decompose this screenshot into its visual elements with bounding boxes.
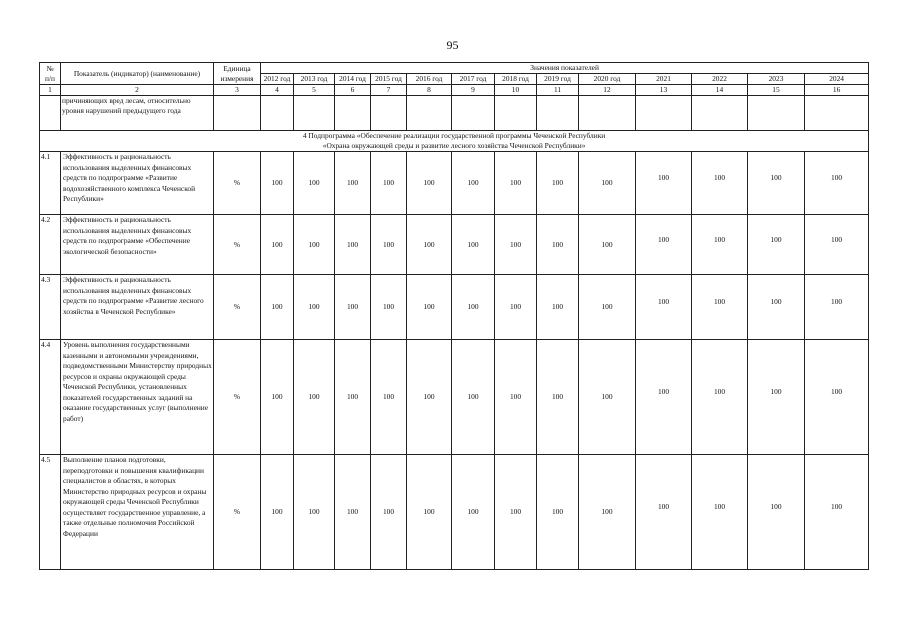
row-value: 100 — [371, 275, 407, 340]
row-value: 100 — [636, 275, 692, 340]
row-indicator-name: Уровень выполнения государственными казенными и автономными учреждениями, подведомственными Министерству природных ресурсов и охраны окружающей среды Чеченской Республики, установленных показателей государственных заданий на оказание государственных услуг (выполнение работ) — [61, 340, 214, 455]
column-number: 3 — [214, 85, 261, 96]
column-number: 15 — [748, 85, 805, 96]
row-value: 100 — [335, 455, 371, 570]
row-value: 100 — [294, 275, 335, 340]
row-value: 100 — [495, 152, 537, 215]
row-value: 100 — [636, 455, 692, 570]
column-number: 4 — [261, 85, 294, 96]
header-year: 2024 — [805, 74, 869, 85]
column-number: 12 — [579, 85, 636, 96]
row-number: 4.5 — [40, 455, 61, 570]
row-value: 100 — [371, 215, 407, 275]
table-cell-empty — [407, 96, 452, 131]
header-year: 2020 год — [579, 74, 636, 85]
table-row — [40, 152, 869, 215]
row-number: 4.3 — [40, 275, 61, 340]
table-cell-empty — [214, 96, 261, 131]
column-number: 5 — [294, 85, 335, 96]
row-unit: % — [214, 340, 261, 455]
header-year: 2018 год — [495, 74, 537, 85]
header-indicator: Показатель (индикатор) (наименование) — [61, 63, 214, 85]
row-number: 4.1 — [40, 152, 61, 215]
column-number: 9 — [452, 85, 495, 96]
row-unit: % — [214, 275, 261, 340]
row-value: 100 — [335, 340, 371, 455]
row-value: 100 — [335, 152, 371, 215]
header-year: 2012 год — [261, 74, 294, 85]
row-value: 100 — [261, 340, 294, 455]
row-value: 100 — [692, 455, 748, 570]
row-value: 100 — [335, 275, 371, 340]
header-year: 2016 год — [407, 74, 452, 85]
row-value: 100 — [579, 275, 636, 340]
row-value: 100 — [335, 215, 371, 275]
table-cell-empty — [261, 96, 294, 131]
row-indicator-name: Эффективность и рациональность использования выделенных финансовых средств по подпрограмме «Развитие водохозяйственного комплекса Чеченской Республики» — [61, 152, 214, 215]
table-cell-empty — [294, 96, 335, 131]
row-value: 100 — [495, 215, 537, 275]
row-value: 100 — [495, 275, 537, 340]
row-value: 100 — [495, 455, 537, 570]
table-cell-empty — [40, 96, 61, 131]
column-number: 1 — [40, 85, 61, 96]
row-value: 100 — [294, 215, 335, 275]
row-value: 100 — [805, 455, 869, 570]
row-value: 100 — [636, 152, 692, 215]
row-value: 100 — [748, 215, 805, 275]
row-value: 100 — [371, 455, 407, 570]
row-value: 100 — [805, 340, 869, 455]
row-value: 100 — [407, 340, 452, 455]
row-value: 100 — [636, 215, 692, 275]
row-value: 100 — [261, 455, 294, 570]
row-value: 100 — [371, 340, 407, 455]
table-cell-empty — [335, 96, 371, 131]
section-title-line1: 4 Подпрограмма «Обеспечение реализации государственной программы Чеченской Республики — [302, 131, 606, 140]
row-value: 100 — [537, 152, 579, 215]
row-value: 100 — [371, 152, 407, 215]
row-value: 100 — [579, 340, 636, 455]
table-row — [40, 340, 869, 455]
row-unit: % — [214, 152, 261, 215]
row-value: 100 — [805, 275, 869, 340]
row-value: 100 — [261, 275, 294, 340]
row-unit: % — [214, 455, 261, 570]
row-value: 100 — [294, 152, 335, 215]
row-value: 100 — [805, 152, 869, 215]
row-value: 100 — [407, 275, 452, 340]
column-number: 11 — [537, 85, 579, 96]
row-indicator-name: Эффективность и рациональность использования выделенных финансовых средств по подпрограмме «Обеспечение экологической безопасности» — [61, 215, 214, 275]
row-value: 100 — [261, 215, 294, 275]
column-number: 8 — [407, 85, 452, 96]
row-value: 100 — [579, 455, 636, 570]
page-number: 95 — [446, 38, 459, 52]
table-cell-empty — [452, 96, 495, 131]
row-value: 100 — [261, 152, 294, 215]
row-value: 100 — [579, 215, 636, 275]
header-year: 2019 год — [537, 74, 579, 85]
table-cell-empty — [495, 96, 537, 131]
column-number: 7 — [371, 85, 407, 96]
section-row — [40, 131, 869, 152]
row-value: 100 — [452, 152, 495, 215]
header-values-group: Значения показателей — [261, 63, 869, 74]
row-value: 100 — [407, 455, 452, 570]
row-value: 100 — [748, 340, 805, 455]
continuation-text: причиняющих вред лесам, относительно уровня нарушений предыдущего года — [61, 96, 214, 131]
header-year: 2017 год — [452, 74, 495, 85]
row-value: 100 — [748, 455, 805, 570]
section-title — [40, 131, 869, 152]
row-unit: % — [214, 215, 261, 275]
row-value: 100 — [407, 152, 452, 215]
table-cell-empty — [748, 96, 805, 131]
row-value: 100 — [579, 152, 636, 215]
row-value: 100 — [452, 455, 495, 570]
table-cell-empty — [371, 96, 407, 131]
row-value: 100 — [452, 215, 495, 275]
header-year: 2023 — [748, 74, 805, 85]
header-year: 2013 год — [294, 74, 335, 85]
table-cell-empty — [579, 96, 636, 131]
row-value: 100 — [537, 215, 579, 275]
row-number: 4.2 — [40, 215, 61, 275]
column-number: 14 — [692, 85, 748, 96]
table-row — [40, 275, 869, 340]
row-indicator-name: Эффективность и рациональность использования выделенных финансовых средств по подпрограмме «Развитие лесного хозяйства в Чеченской Республике» — [61, 275, 214, 340]
section-title-line2: «Охрана окружающей среды и развитие лесного хозяйства Чеченской Республики» — [322, 141, 586, 150]
row-value: 100 — [537, 340, 579, 455]
header-row — [40, 63, 869, 74]
row-value: 100 — [452, 275, 495, 340]
header-year: 2015 год — [371, 74, 407, 85]
row-value: 100 — [452, 340, 495, 455]
table-row — [40, 215, 869, 275]
indicators-table — [39, 62, 869, 570]
row-value: 100 — [294, 455, 335, 570]
column-number: 6 — [335, 85, 371, 96]
column-number: 16 — [805, 85, 869, 96]
column-number: 10 — [495, 85, 537, 96]
row-value: 100 — [692, 215, 748, 275]
table-cell-empty — [636, 96, 692, 131]
row-value: 100 — [748, 152, 805, 215]
header-year: 2014 год — [335, 74, 371, 85]
header-year: 2022 — [692, 74, 748, 85]
column-number: 2 — [61, 85, 214, 96]
row-value: 100 — [748, 275, 805, 340]
continuation-row — [40, 96, 869, 131]
table-cell-empty — [805, 96, 869, 131]
table-row — [40, 455, 869, 570]
row-value: 100 — [537, 455, 579, 570]
row-value: 100 — [805, 215, 869, 275]
row-indicator-name: Выполнение планов подготовки, переподготовки и повышения квалификации специалистов в областях, в которых Министерство природных ресурсов и охраны окружающей среды Чеченской Республики осуществляет государственное управление, а также отдельные полномочия Российской Федерации — [61, 455, 214, 570]
row-value: 100 — [495, 340, 537, 455]
row-value: 100 — [294, 340, 335, 455]
row-value: 100 — [537, 275, 579, 340]
row-value: 100 — [692, 275, 748, 340]
header-year: 2021 — [636, 74, 692, 85]
row-value: 100 — [692, 152, 748, 215]
column-number: 13 — [636, 85, 692, 96]
row-value: 100 — [692, 340, 748, 455]
row-value: 100 — [407, 215, 452, 275]
header-no: № п/п — [40, 63, 61, 85]
row-value: 100 — [636, 340, 692, 455]
column-number-row — [40, 85, 869, 96]
row-number: 4.4 — [40, 340, 61, 455]
table-cell-empty — [537, 96, 579, 131]
header-unit: Единица измерения — [214, 63, 261, 85]
table-cell-empty — [692, 96, 748, 131]
